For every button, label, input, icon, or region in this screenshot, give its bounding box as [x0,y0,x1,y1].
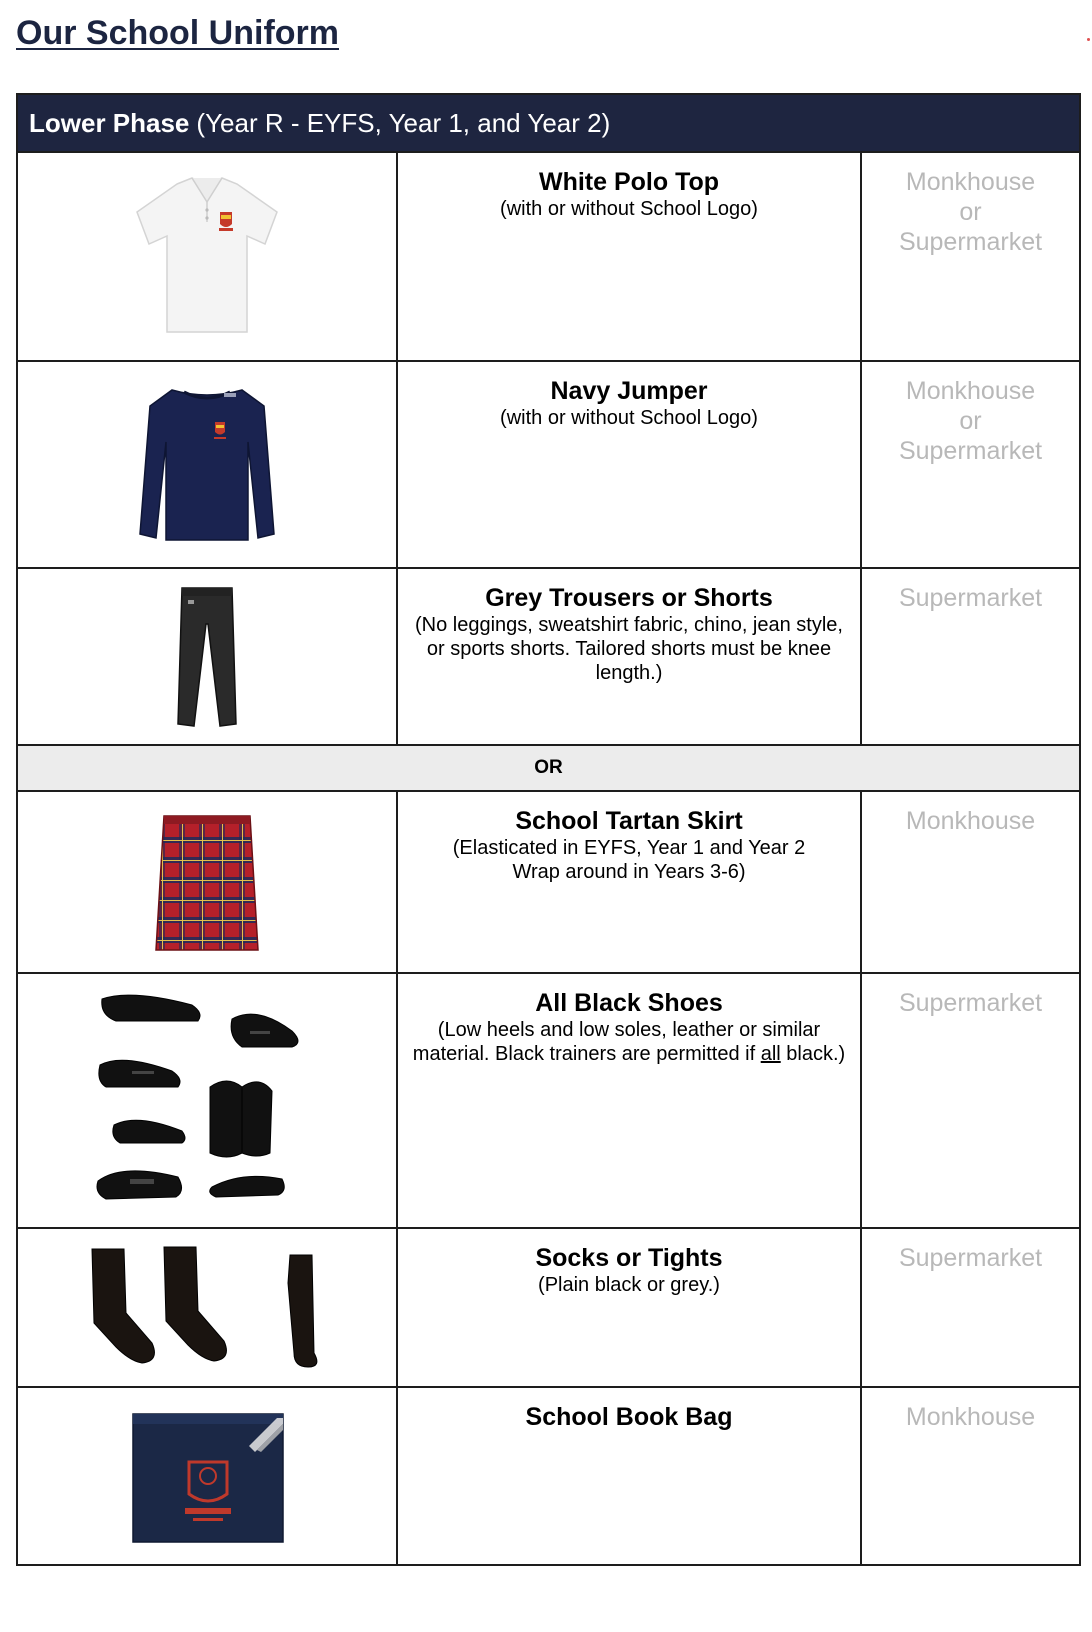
black-shoes-image [18,974,398,1227]
item-details [398,153,862,360]
item-description: (Elasticated in EYFS, Year 1 and Year 2 Wrap around in Years 3-6) [452,837,806,883]
item-description: (No leggings, sweatshirt fabric, chino, jean style, or sports shorts. Tailored shorts must be knee length.) [415,614,843,684]
item-supplier: Supermarket [898,989,1043,1017]
item-details [398,362,862,567]
table-row [18,792,1079,974]
item-name: Socks or Tights [535,1244,723,1272]
table-row [18,153,1079,362]
marker-dot [1087,38,1090,41]
item-description: (Plain black or grey.) [538,1274,720,1296]
or-separator: OR [18,746,1079,792]
item-details [398,792,862,972]
table-row [18,974,1079,1229]
item-name: Grey Trousers or Shorts [485,584,773,612]
white-polo-shirt-image [18,153,398,360]
table-row [18,1229,1079,1388]
item-description: (with or without School Logo) [500,198,758,220]
navy-jumper-image [18,362,398,567]
item-supplier: Supermarket [898,1244,1043,1272]
item-details [398,974,862,1227]
item-details [398,1229,862,1386]
item-supplier: Supermarket [898,584,1043,612]
table-row [18,362,1079,569]
item-description: (with or without School Logo) [500,407,758,429]
phase-years: (Year R - EYFS, Year 1, and Year 2) [196,107,611,138]
item-supplier: Monkhouse [905,807,1036,835]
item-supplier: Monkhouse [905,1403,1036,1431]
shoes-desc-emphasis: all [760,1043,781,1065]
grey-trousers-image [18,569,398,744]
socks-tights-image [18,1229,398,1386]
item-name: White Polo Top [538,168,720,196]
page-title: Our School Uniform [16,14,339,52]
phase-header [18,95,1079,153]
phase-name: Lower Phase [29,107,190,138]
tartan-skirt-image [18,792,398,972]
item-name: School Book Bag [525,1403,733,1431]
item-details [398,1388,862,1564]
table-row [18,569,1079,746]
item-name: School Tartan Skirt [515,807,743,835]
item-supplier: Monkhouse or Supermarket [898,168,1043,256]
table-row [18,1388,1079,1564]
book-bag-image [18,1388,398,1564]
shoes-desc-pre: (Low heels and low soles, leather or similar material. Black trainers are permitted if [412,1019,821,1065]
item-details [398,569,862,744]
item-name: Navy Jumper [550,377,708,405]
item-name: All Black Shoes [535,989,723,1017]
item-description [410,1018,848,1066]
shoes-desc-post: black.) [780,1043,846,1065]
item-supplier: Monkhouse or Supermarket [898,377,1043,465]
uniform-table [16,93,1081,1566]
